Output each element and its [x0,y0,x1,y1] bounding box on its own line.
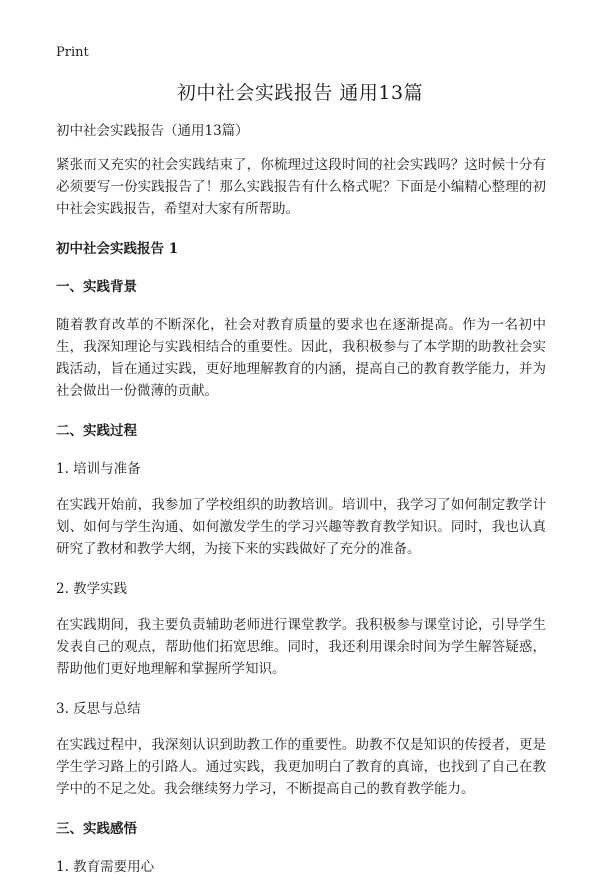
page-title: 初中社会实践报告 通用13篇 [176,82,424,104]
teaching-paragraph: 在实践期间，我主要负责辅助老师进行课堂教学。我积极参与课堂讨论，引导学生发表自己的观点，帮助他们拓宽思维。同时，我还利用课余时间为学生解答疑惑，帮助他们更好地理解和掌握所学知识。 [56,617,546,677]
document-body [56,120,546,892]
subheading-summary: 3. 反思与总结 [56,701,141,717]
section-heading-reflection: 三、实践感悟 [56,821,137,837]
subheading-dedication: 1. 教育需要用心 [56,859,155,875]
section-heading-process: 二、实践过程 [56,423,137,439]
document-subtitle: 初中社会实践报告（通用13篇） [56,123,249,139]
intro-paragraph: 紧张而又充实的社会实践结束了，你梳理过这段时间的社会实践吗？这时候十分有必须要写一份实践报告了！那么实践报告有什么格式呢？下面是小编精心整理的初中社会实践报告，希望对大家有所帮助。 [56,157,546,217]
subheading-teaching: 2. 教学实践 [56,581,128,597]
summary-paragraph: 在实践过程中，我深刻认识到助教工作的重要性。助教不仅是知识的传授者，更是学生学习路上的引路人。通过实践，我更加明白了教育的真谛，也找到了自己在教学中的不足之处。我会继续努力学习，不断提高自己的教育教学能力。 [56,737,546,797]
report-heading: 初中社会实践报告 1 [56,241,179,257]
subheading-training: 1. 培训与准备 [56,461,141,477]
training-paragraph: 在实践开始前，我参加了学校组织的助教培训。培训中，我学习了如何制定教学计划、如何与学生沟通、如何激发学生的学习兴趣等教育教学知识。同时，我也认真研究了教材和教学大纲，为接下来的实践做好了充分的准备。 [56,497,546,557]
background-paragraph: 随着教育改革的不断深化，社会对教育质量的要求也在逐渐提高。作为一名初中生，我深知理论与实践相结合的重要性。因此，我积极参与了本学期的助教社会实践活动，旨在通过实践，更好地理解教育的内涵，提高自己的教育教学能力，并为社会做出一份微薄的贡献。 [56,317,546,399]
section-heading-background: 一、实践背景 [56,279,137,295]
print-link[interactable]: Print [56,45,89,60]
